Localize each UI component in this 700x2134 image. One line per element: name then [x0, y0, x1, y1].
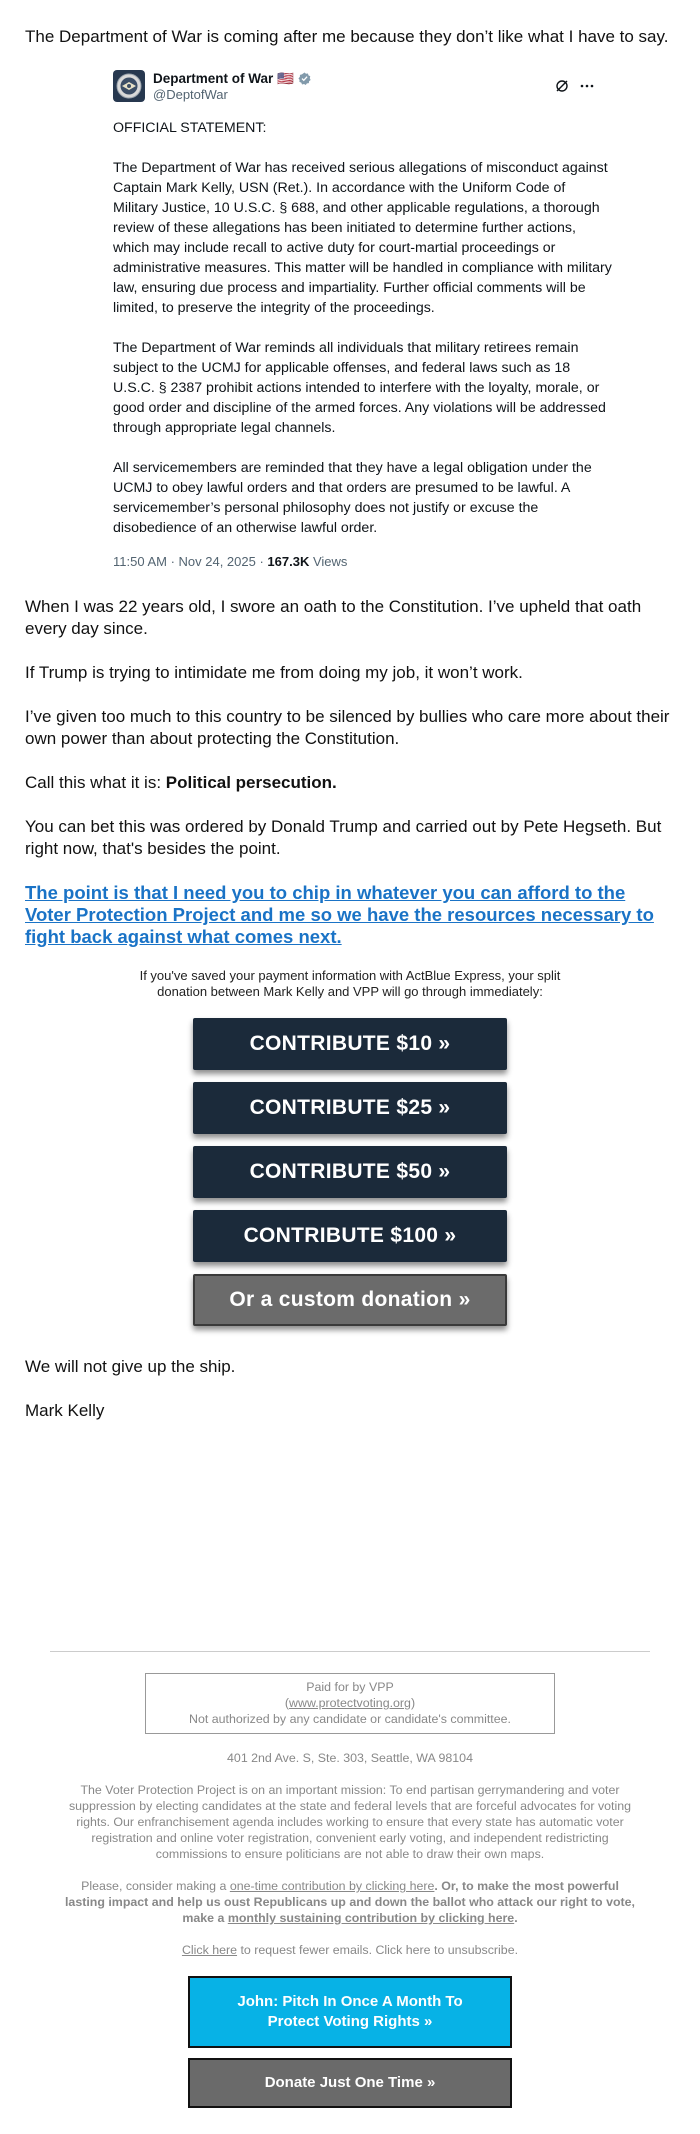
intro-text: The Department of War is coming after me because they don’t like what I have to say.	[25, 27, 669, 46]
consider-contribution	[63, 1878, 638, 1926]
contribute-10-button[interactable]: CONTRIBUTE $10 »	[193, 1018, 507, 1070]
unsubscribe-text[interactable]: to request fewer emails. Click here to unsubscribe.	[237, 1943, 519, 1957]
consider-bold-text: . Or, to make the most powerful lasting impact and help us oust Republicans up and down the ballot who attack our right to vote, make a	[64, 1879, 635, 1925]
body-paragraph: I’ve given too much to this country to be silenced by bullies who care more about their own power than about protecting the Constitution.	[25, 707, 670, 748]
verified-badge-icon	[298, 72, 311, 85]
contribute-25-button[interactable]: CONTRIBUTE $25 »	[193, 1082, 507, 1134]
us-flag-icon: 🇺🇸	[277, 70, 295, 86]
closing-line: We will not give up the ship.	[25, 1357, 236, 1376]
tweet-author-name-row	[153, 70, 555, 87]
unsubscribe-line	[0, 1942, 700, 1958]
tweet-views-count: 167.3K	[267, 554, 310, 569]
website-link[interactable]: www.protectvoting.org	[289, 1696, 411, 1710]
tweet-meta	[113, 554, 613, 570]
tweet-paragraph: All servicemembers are reminded that they have a legal obligation under the UCMJ to obey lawful orders and that orders are presumed to be lawful. A servicemember’s personal philosophy does not justify or excuse the disobedience of an otherwise lawful order.	[113, 460, 592, 536]
seal-icon	[116, 73, 142, 99]
consider-prefix: Please, consider making a	[81, 1879, 230, 1893]
contribute-50-button[interactable]: CONTRIBUTE $50 »	[193, 1146, 507, 1198]
monthly-donation-button[interactable]: John: Pitch In Once A Month To Protect Voting Rights »	[188, 1976, 512, 2048]
body-paragraph	[25, 772, 675, 794]
custom-donation-button[interactable]: Or a custom donation »	[193, 1274, 507, 1326]
tweet-author	[153, 70, 555, 103]
disclaimer-text: Not authorized by any candidate or candidate's committee.	[189, 1712, 511, 1726]
contribute-100-button[interactable]: CONTRIBUTE $100 »	[193, 1210, 507, 1262]
contribution-buttons	[25, 1018, 675, 1326]
chip-in-link[interactable]: The point is that I need you to chip in whatever you can afford to the Voter Protection Project and me so we have the resources necessary to fight back against what comes next.	[25, 882, 654, 947]
tweet-paragraph: OFFICIAL STATEMENT:	[113, 120, 267, 136]
tweet-views-label: Views	[309, 554, 348, 569]
email-footer	[0, 1673, 700, 2108]
tweet-author-handle[interactable]: @DeptofWar	[153, 86, 228, 102]
actblue-express-note: If you've saved your payment information with ActBlue Express, your split donation between Mark Kelly and VPP will go through immediately:	[139, 968, 561, 999]
tweet-paragraph: The Department of War reminds all individuals that military retirees remain subject to the UCMJ for applicable offenses, and federal laws such as 18 U.S.C. § 2387 prohibit actions intended to interfere with the loyalty, morale, or good order and discipline of the armed forces. Any violations will be addressed through appropriate legal channels.	[113, 340, 606, 436]
department-seal-avatar[interactable]	[113, 70, 145, 102]
one-time-donation-button[interactable]: Donate Just One Time »	[188, 2058, 512, 2108]
more-options-icon[interactable]	[579, 79, 595, 93]
mission-statement: The Voter Protection Project is on an important mission: To end partisan gerrymandering and voter suppression by electing candidates at the state and federal levels that are forceful advocates for voting rights. Our enfranchisement agenda includes working to ensure that every state has automatic voter registration and online voter registration, convenient early voting, and independent redistricting commissions to ensure politicians are not able to draw their own maps.	[68, 1783, 632, 1861]
tweet-header	[113, 68, 613, 104]
paid-for-text: Paid for by VPP	[306, 1680, 394, 1694]
website-line: (www.protectvoting.org)	[284, 1696, 416, 1710]
signature: Mark Kelly	[25, 1401, 105, 1420]
grok-icon[interactable]	[555, 79, 569, 93]
embedded-tweet[interactable]	[113, 68, 613, 570]
body-paragraph: When I was 22 years old, I swore an oath to the Constitution. I’ve upheld that oath every day since.	[25, 597, 642, 638]
tweet-actions	[555, 79, 595, 93]
footer-divider	[50, 1651, 650, 1652]
consider-end: .	[514, 1911, 518, 1925]
tweet-timestamp[interactable]: 11:50 AM · Nov 24, 2025 ·	[113, 554, 268, 569]
paid-for-box	[145, 1673, 555, 1734]
persecution-prefix: Call this what it is:	[25, 773, 166, 792]
persecution-bold: Political persecution.	[165, 773, 337, 792]
fewer-emails-link[interactable]: Click here	[181, 1943, 238, 1957]
monthly-contribution-link[interactable]: monthly sustaining contribution by clicking here	[227, 1911, 515, 1925]
one-time-contribution-link[interactable]: one-time contribution by clicking here	[229, 1879, 435, 1893]
tweet-author-name[interactable]: Department of War	[153, 70, 274, 86]
body-paragraph: You can bet this was ordered by Donald Trump and carried out by Pete Hegseth. But right now, that's besides the point.	[25, 817, 662, 858]
tweet-paragraph: The Department of War has received serious allegations of misconduct against Captain Mark Kelly, USN (Ret.). In accordance with the Uniform Code of Military Justice, 10 U.S.C. § 688, and other applicable regulations, a thorough review of these allegations has been initiated to determine further actions, which may include recall to active duty for court-martial proceedings or administrative measures. This matter will be handled in compliance with military law, ensuring due process and impartiality. Further official comments will be limited, to preserve the integrity of the proceedings.	[113, 160, 612, 316]
body-paragraph: If Trump is trying to intimidate me from doing my job, it won’t work.	[25, 663, 523, 682]
mailing-address: 401 2nd Ave. S, Ste. 303, Seattle, WA 98104	[227, 1751, 473, 1765]
